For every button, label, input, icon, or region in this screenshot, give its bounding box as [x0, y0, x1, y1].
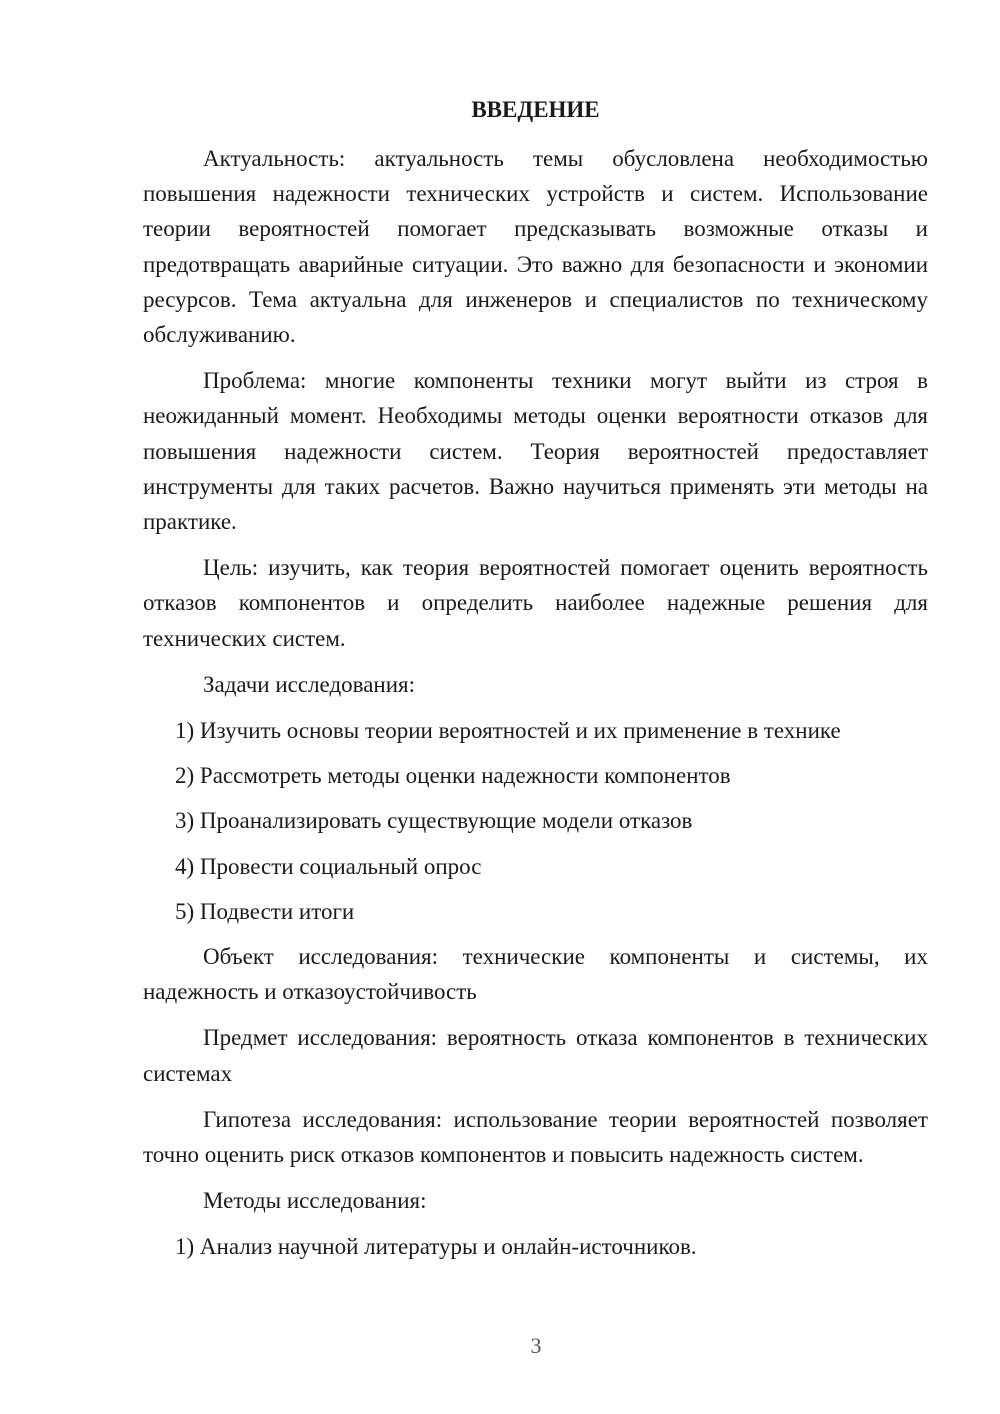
subject-paragraph: Предмет исследования: вероятность отказа компонентов в технических системах [143, 1025, 928, 1086]
hypothesis-paragraph: Гипотеза исследования: использование теории вероятностей позволяет точно оценить риск отказов компонентов и повысить надежность систем. [143, 1106, 928, 1168]
list-item: 2) Рассмотреть методы оценки надежности компонентов [175, 763, 731, 789]
methods-label: Методы исследования: [203, 1188, 427, 1214]
page-number: 3 [530, 1333, 542, 1358]
tasks-list [143, 713, 928, 929]
list-item: 4) Провести социальный опрос [175, 853, 482, 879]
relevance-paragraph: Актуальность: актуальность темы обусловлена необходимостью повышения надежности технических устройств и систем. Использование теории вероятностей помогает предсказывать возможные отказы и предотвращать аварийные ситуации. Это важно для безопасности и экономии ресурсов. Тема актуальна для инженеров и специалистов по техническому обслуживанию. [143, 146, 928, 348]
methods-list [143, 1229, 928, 1264]
list-item: 1) Изучить основы теории вероятностей и их применение в технике [175, 718, 841, 744]
section-heading: ВВЕДЕНИЕ [471, 97, 600, 122]
document-page [143, 92, 928, 1275]
problem-paragraph: Проблема: многие компоненты техники могут выйти из строя в неожиданный момент. Необходимы методы оценки вероятности отказов для повышения надежности систем. Теория вероятностей предоставляет инструменты для таких расчетов. Важно научиться применять эти методы на практике. [143, 368, 928, 535]
goal-paragraph: Цель: изучить, как теория вероятностей помогает оценить вероятность отказов компонентов и определить наиболее надежные решения для технических систем. [143, 555, 928, 651]
tasks-label: Задачи исследования: [203, 671, 416, 697]
list-item: 3) Проанализировать существующие модели отказов [175, 808, 693, 834]
list-item: 1) Анализ научной литературы и онлайн-источников. [175, 1234, 697, 1260]
list-item: 5) Подвести итоги [175, 898, 355, 924]
object-paragraph: Объект исследования: технические компоненты и системы, их надежность и отказоустойчивость [143, 944, 928, 1005]
